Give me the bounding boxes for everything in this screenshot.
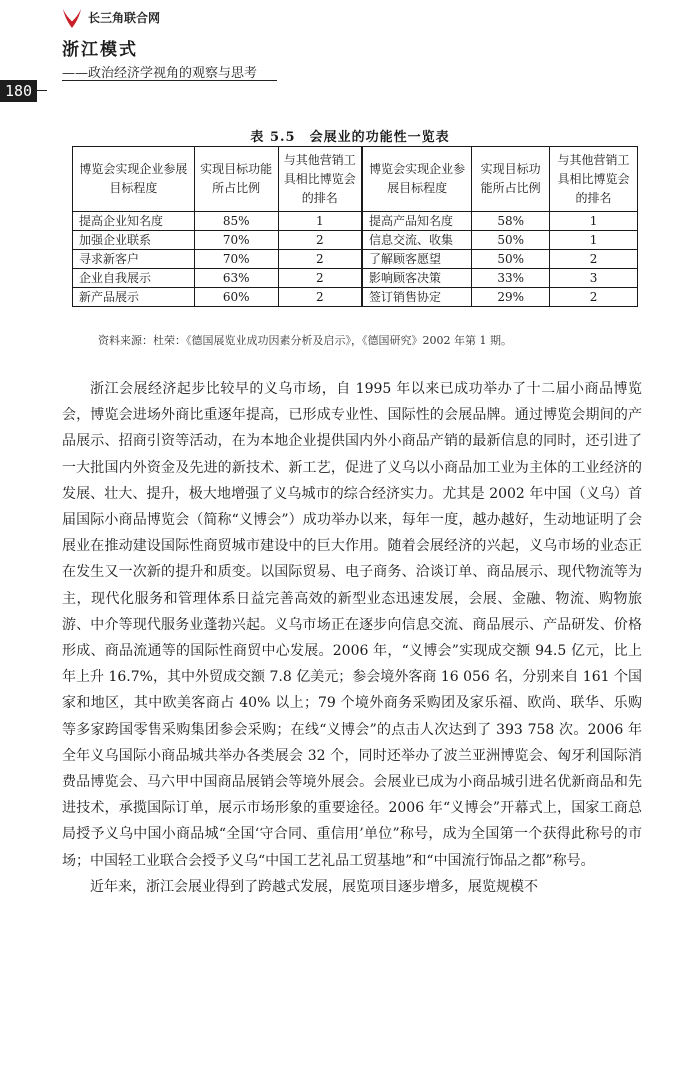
table-row (73, 269, 638, 288)
table-cell: 提高产品知名度 (362, 212, 472, 231)
table-cell: 2 (278, 231, 362, 250)
table-cell: 29% (472, 288, 550, 307)
table-cell: 33% (472, 269, 550, 288)
column-header: 博览会实现企业参展目标程度 (73, 147, 195, 212)
table-cell: 2 (278, 250, 362, 269)
table-cell: 加强企业联系 (73, 231, 195, 250)
table-cell: 50% (472, 250, 550, 269)
table-cell: 信息交流、收集 (362, 231, 472, 250)
table-cell: 企业自我展示 (73, 269, 195, 288)
column-header: 与其他营销工具相比博览会的排名 (550, 147, 638, 212)
table-cell: 影响顾客决策 (362, 269, 472, 288)
table-cell: 1 (550, 212, 638, 231)
table-title: 表 5.5 会展业的功能性一览表 (250, 130, 450, 145)
page-number: 180 (0, 80, 37, 102)
column-header: 博览会实现企业参展目标程度 (362, 147, 472, 212)
table-cell: 新产品展示 (73, 288, 195, 307)
table-cell: 提高企业知名度 (73, 212, 195, 231)
logo-icon (60, 6, 84, 30)
table-row (73, 288, 638, 307)
table-cell: 3 (550, 269, 638, 288)
table-cell: 63% (194, 269, 278, 288)
column-header: 与其他营销工具相比博览会的排名 (278, 147, 362, 212)
table-cell: 1 (550, 231, 638, 250)
table-cell: 70% (194, 250, 278, 269)
header-divider (62, 80, 277, 81)
series-subtitle: ——政治经济学视角的观察与思考 (62, 66, 258, 81)
table-cell: 85% (194, 212, 278, 231)
column-header: 实现目标功能所占比例 (472, 147, 550, 212)
table-cell: 58% (472, 212, 550, 231)
table-cell: 2 (278, 288, 362, 307)
function-table (72, 146, 638, 307)
table-cell: 2 (550, 250, 638, 269)
table-header-row (73, 147, 638, 212)
table-row (73, 250, 638, 269)
page-number-rule (37, 90, 47, 91)
series-title: 浙江模式 (62, 40, 138, 60)
logo-text: 长三角联合网 (88, 11, 161, 25)
table-cell: 2 (550, 288, 638, 307)
table-cell: 60% (194, 288, 278, 307)
table-row (73, 231, 638, 250)
table-cell: 70% (194, 231, 278, 250)
table-source: 资料来源：杜荣：《德国展览业成功因素分析及启示》，《德国研究》2002 年第 1 期。 (98, 334, 512, 347)
table-cell: 寻求新客户 (73, 250, 195, 269)
table-cell: 签订销售协定 (362, 288, 472, 307)
table-cell: 1 (278, 212, 362, 231)
paragraph: 近年来，浙江会展业得到了跨越式发展，展览项目逐步增多，展览规模不 (90, 878, 538, 895)
column-header: 实现目标功能所占比例 (194, 147, 278, 212)
table-row (73, 212, 638, 231)
paragraph: 浙江会展经济起步比较早的义乌市场，自 1995 年以来已成功举办了十二届小商品博览会，博览会进场外商比重逐年提高，已形成专业性、国际性的会展品牌。通过博览会期间的产品展示、招商引资等活动，在为本地企业提供国内外小商品产销的最新信息的同时，还引进了一大批国内外资金及先进的新技术、新工艺，促进了义乌以小商品加工业为主体的工业经济的发展、壮大、提升，极大地增强了义乌城市的综合经济实力。尤其是 2002 年中国（义乌）首届国际小商品博览会（简称“义博会”）成功举办以来，每年一度，越办越好，生动地证明了会展业在推动建设国际性商贸城市建设中的巨大作用。随着会展经济的兴起，义乌市场的业态正在发生又一次新的提升和质变。以国际贸易、电子商务、洽谈订单、商品展示、现代物流等为主，现代化服务和管理体系日益完善高效的新型业态迅速发展，会展、金融、物流、购物旅游、中介等现代服务业蓬勃兴起。义乌市场正在逐步向信息交流、商品展示、产品研发、价格形成、商品流通等的国际性商贸中心发展。2006 年，“义博会”实现成交额 94.5 亿元，比上年上升 16.7%，其中外贸成交额 7.8 亿美元；参会境外客商 16 056 名，分别来自 161 个国家和地区，其中欧美客商占 40% 以上；79 个境外商务采购团及家乐福、欧尚、联华、乐购等多家跨国零售采购集团参会采购；在线“义博会”的点击人次达到了 393 758 次。2006 年全年义乌国际小商品城共举办各类展会 32 个，同时还举办了波兰亚洲博览会、匈牙利国际消费品博览会、马六甲中国商品展销会等境外展会。会展业已成为小商品城引进名优新商品和先进技术，承揽国际订单，展示市场形象的重要途径。2006 年“义博会”开幕式上，国家工商总局授予义乌中国小商品城“全国‘守合同、重信用’单位”称号，成为全国第一个获得此称号的市场；中国轻工业联合会授予义乌“中国工艺礼品工贸基地”和“中国流行饰品之都”称号。 (62, 381, 642, 869)
body-text (62, 376, 642, 900)
table-cell: 了解顾客愿望 (362, 250, 472, 269)
table-cell: 2 (278, 269, 362, 288)
table-cell: 50% (472, 231, 550, 250)
